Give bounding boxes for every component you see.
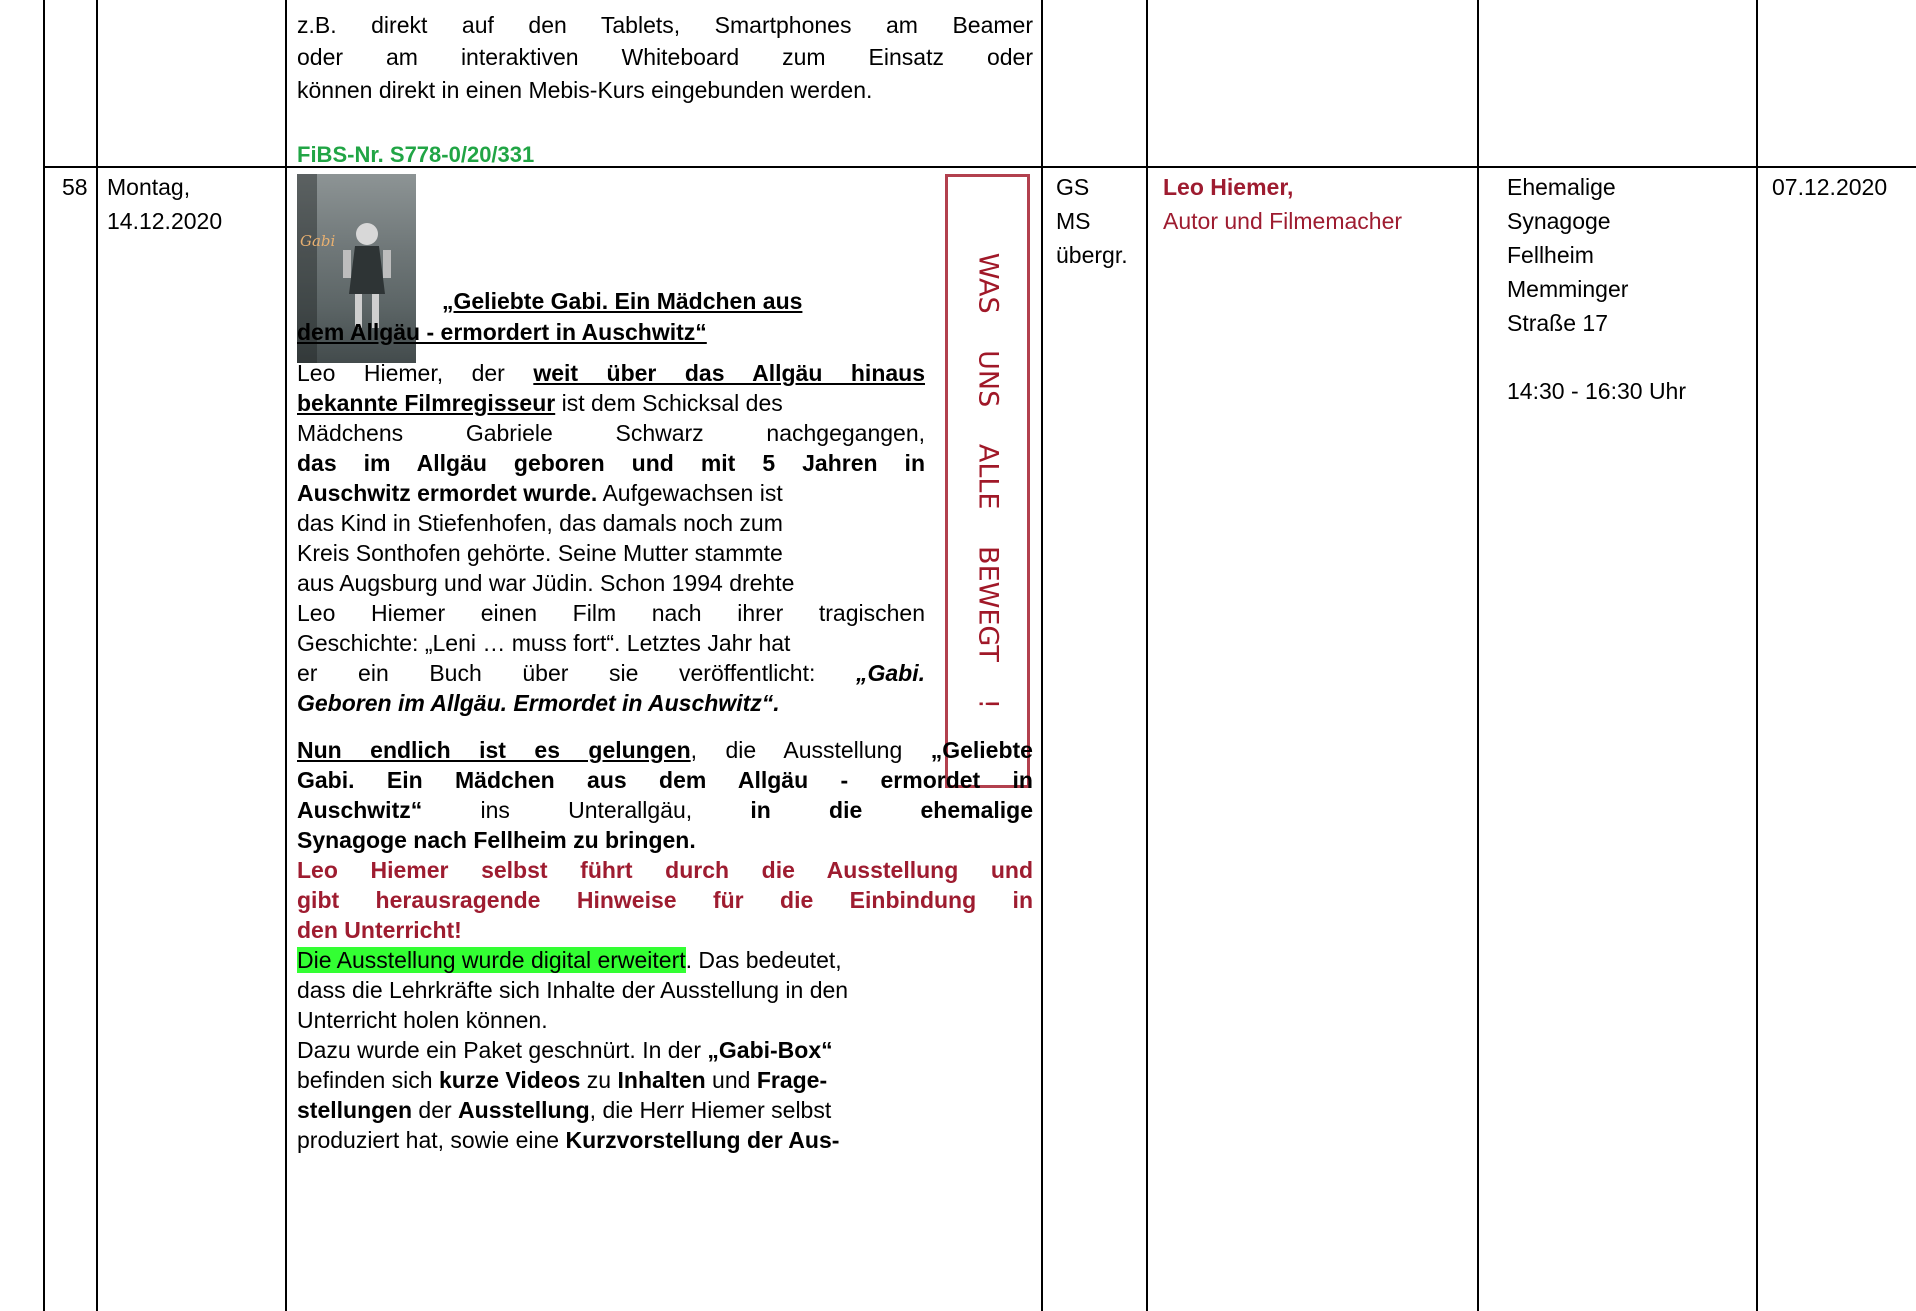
column-divider [1041, 0, 1043, 1311]
column-divider [1146, 0, 1148, 1311]
highlight-line: gibt herausragende Hinweise für die Einbindung in [297, 887, 1033, 913]
event-date: 14.12.2020 [107, 208, 223, 234]
description-line: Gabi. Ein Mädchen aus dem Allgäu - ermordet in [297, 767, 1033, 793]
description-line: Auschwitz ermordet wurde. Aufgewachsen ist [297, 480, 783, 506]
description-line: das Kind in Stiefenhofen, das damals noch zum [297, 510, 783, 536]
description-line: Unterricht holen können. [297, 1007, 548, 1033]
cover-title: Gabi [300, 232, 336, 250]
location-line: Straße 17 [1507, 310, 1608, 336]
location-line: Synagoge [1507, 208, 1611, 234]
description-line: das im Allgäu geboren und mit 5 Jahren in [297, 450, 925, 476]
speaker-role: Autor und Filmemacher [1163, 208, 1403, 234]
description-line: stellungen der Ausstellung, die Herr Hiemer selbst [297, 1097, 832, 1123]
prev-row-line: oder am interaktiven Whiteboard zum Einsatz oder [297, 44, 1033, 70]
column-divider [285, 0, 287, 1311]
event-title-line: „Geliebte Gabi. Ein Mädchen aus [442, 288, 803, 314]
highlight-line: den Unterricht! [297, 917, 462, 943]
description-line: dass die Lehrkräfte sich Inhalte der Ausstellung in den [297, 977, 849, 1003]
description-line: bekannte Filmregisseur ist dem Schicksal des [297, 390, 783, 416]
description-line: Leo Hiemer einen Film nach ihrer tragischen [297, 600, 925, 626]
slogan-box [945, 174, 1030, 788]
description-line: Synagoge nach Fellheim zu bringen. [297, 827, 696, 853]
event-time: 14:30 - 16:30 Uhr [1507, 378, 1687, 404]
row-number: 58 [62, 174, 88, 200]
description-line: Mädchens Gabriele Schwarz nachgegangen, [297, 420, 925, 446]
prev-row-line: z.B. direkt auf den Tablets, Smartphones am Beamer [297, 12, 1033, 38]
description-line: Geschichte: „Leni … muss fort“. Letztes Jahr hat [297, 630, 791, 656]
description-line: Dazu wurde ein Paket geschnürt. In der „Gabi-Box“ [297, 1037, 833, 1063]
description-line: befinden sich kurze Videos zu Inhalten und Frage- [297, 1067, 828, 1093]
school-type: MS [1056, 208, 1091, 234]
weekday: Montag, [107, 174, 191, 200]
column-divider [1477, 0, 1479, 1311]
speaker-name: Leo Hiemer, [1163, 174, 1294, 200]
description-line: Die Ausstellung wurde digital erweitert. Das bedeutet, [297, 947, 842, 973]
slogan-text: WAS UNS ALLE BEWEGT ! [972, 252, 1003, 710]
location-line: Memminger [1507, 276, 1629, 302]
description-line: Nun endlich ist es gelungen, die Ausstellung „Geliebte [297, 737, 1033, 763]
description-line: produziert hat, sowie eine Kurzvorstellung der Aus- [297, 1127, 840, 1153]
highlight-line: Leo Hiemer selbst führt durch die Ausstellung und [297, 857, 1033, 883]
location-line: Fellheim [1507, 242, 1594, 268]
fibs-number: FiBS-Nr. S778-0/20/331 [297, 142, 535, 167]
description-line: Auschwitz“ ins Unterallgäu, in die ehemalige [297, 797, 1033, 823]
description-line: aus Augsburg und war Jüdin. Schon 1994 drehte [297, 570, 795, 596]
registration-deadline: 07.12.2020 [1772, 174, 1888, 200]
location-line: Ehemalige [1507, 174, 1616, 200]
description-line: Kreis Sonthofen gehörte. Seine Mutter stammte [297, 540, 783, 566]
table-border-left [43, 0, 45, 1311]
prev-row-line: können direkt in einen Mebis-Kurs eingebunden werden. [297, 77, 873, 103]
school-type: GS [1056, 174, 1090, 200]
description-line: Leo Hiemer, der weit über das Allgäu hinaus [297, 360, 925, 386]
event-title-line: dem Allgäu - ermordert in Auschwitz“ [297, 319, 707, 345]
school-type: übergr. [1056, 242, 1128, 268]
column-divider [1756, 0, 1758, 1311]
column-divider [96, 0, 98, 1311]
description-line: Geboren im Allgäu. Ermordet in Auschwitz“. [297, 690, 780, 716]
description-line: er ein Buch über sie veröffentlicht: „Gabi. [297, 660, 925, 686]
